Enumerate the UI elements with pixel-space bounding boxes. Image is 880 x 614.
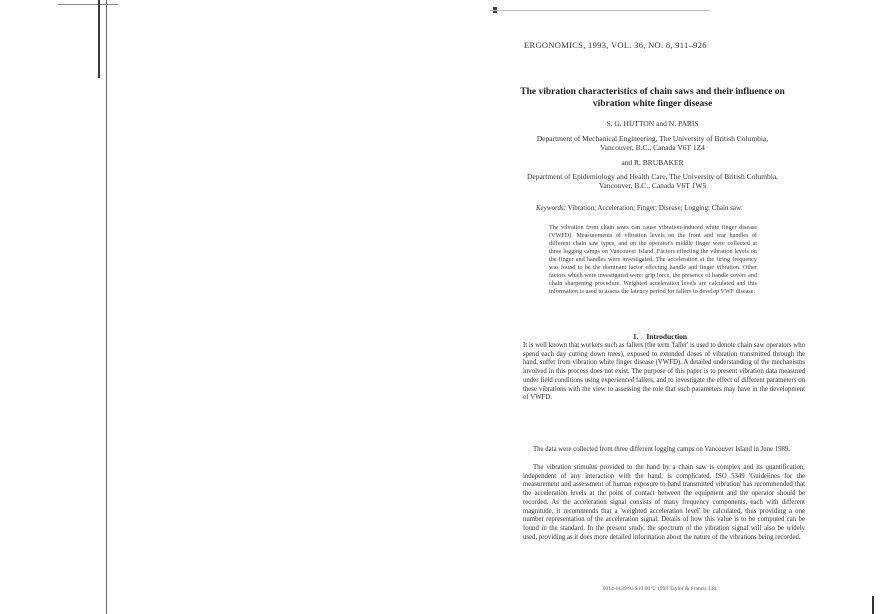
authors-secondary: and R. BRUBAKER: [621, 158, 684, 167]
journal-header: ERGONOMICS, 1993, VOL. 36, NO. 8, 911–926: [524, 40, 707, 50]
paper-title: The vibration characteristics of chain saws and their influence on vibration white finger disease: [520, 87, 785, 109]
scan-artifact-left-line: [106, 0, 107, 614]
intro-paragraph-1: It is well known that workers such as fallers (the term 'faller' is used to denote chain saw operators who spend each day cutting down trees), exposed to extended doses of vibration transmitted through the hand, suffer from vibration white finger disease (VWFD). A detailed understanding of the mechanisms involved in this process does not exist. The purpose of this paper is to present vibration data measured under field conditions using experienced fallers, and to investigate the effect of different parameters on these vibrations with the view to assessing the role that such parameters may have in the development of VWFD.: [523, 342, 805, 402]
intro-paragraph-3: The vibration stimulus provided to the hand by a chain saw is complex and its quantification, independent of any interaction with the hand, is complicated. ISO 5349 'Guidelines for the measurement and assessment of human exposure to hand transmitted vibration' has recommended that the acceleration levels at the point of contact between the equipment and the operator should be recorded. As the acceleration signal consists of many frequency components, each with different magnitude, it recommends that a 'weighted acceleration level' be calculated, thus providing a one number representation of the acceleration signal. Details of how this value is to be computed can be found in the standard. In the present study, the spectrum of the vibration signal will also be widely used, providing as it does more detailed information about the nature of the vibrations being recorded.: [523, 464, 805, 541]
section-number: 1.: [632, 332, 639, 341]
scan-artifact-right-mark: [872, 596, 874, 614]
scan-artifact-top: [58, 4, 118, 5]
section-heading: [520, 332, 800, 341]
scan-artifact-left-edge: [98, 0, 100, 78]
abstract: The vibration from chain saws can cause vibration-induced white finger disease (VWFD). Measurements of vibration levels on the front and rear handles of different chain saw types, and on the operator's middle finger were collected at three logging camps on Vancouver Island. Factors effecting the vibration levels on the finger and handles were investigated. The acceleration at the firing frequency was found to be the dominant factor effecting handle and finger vibration. Other factors which were investigated were: grip force, the presence of handle covers and chain sharpening procedure. Weighted acceleration levels are calculated and this information is used to assess the latency period for fallers to develop VWF disease.: [549, 224, 757, 295]
copyright-footer: 0014-0139/93 $10.00 © 1993 Taylor & Francis Ltd.: [602, 586, 718, 592]
affiliation-secondary: Department of Epidemiology and Health Care, The University of British Columbia, Vancouver, B.C., Canada V6T 1W5: [526, 172, 779, 190]
keywords-label: Keywords:: [536, 204, 567, 212]
scan-artifact-top-rule: [490, 10, 710, 11]
intro-paragraph-2: The data were collected from three different logging camps on Vancouver Island in June 1989.: [533, 446, 791, 453]
keywords-line: [536, 204, 786, 212]
authors-primary: S. G. HUTTON and N. PARIS: [606, 119, 699, 128]
affiliation-primary: Department of Mechanical Engineering, The University of British Columbia, Vancouver, B.C., Canada V6T 1Z4: [536, 134, 769, 152]
keywords-list: Vibration; Acceleration; Finger; Disease; Logging; Chain saw.: [567, 204, 743, 212]
section-title: Introduction: [646, 332, 688, 341]
